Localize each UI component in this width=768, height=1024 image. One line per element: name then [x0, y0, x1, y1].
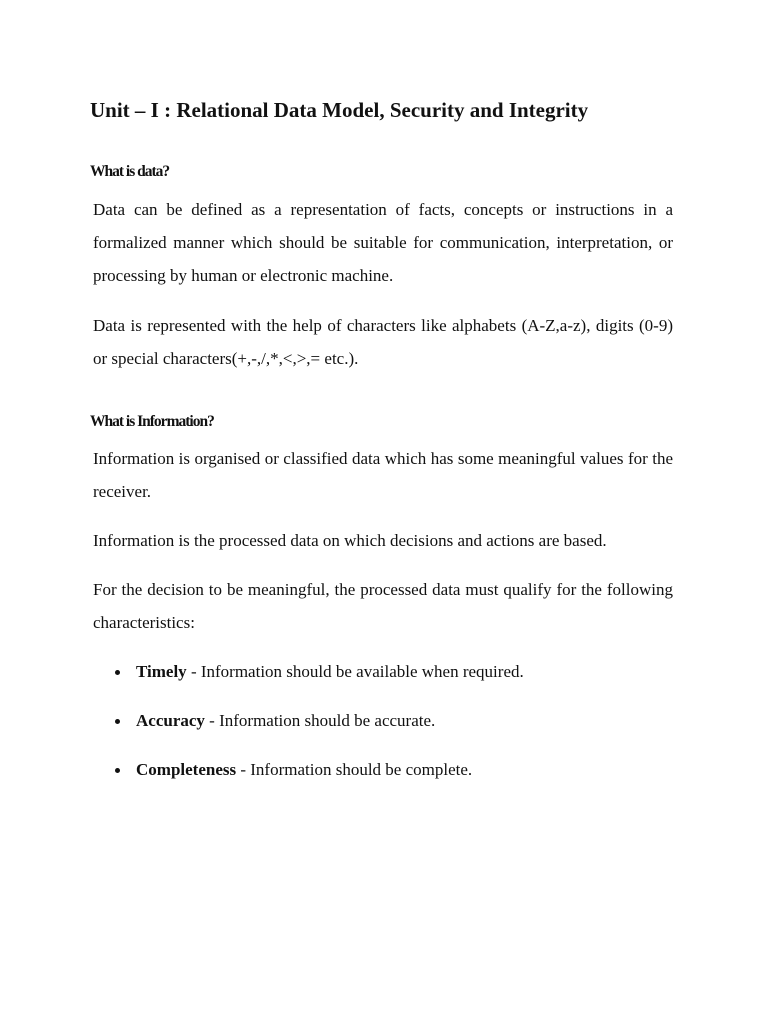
bullet-icon	[115, 719, 120, 724]
list-item-accuracy	[93, 704, 673, 737]
desc-completeness: - Information should be complete.	[236, 760, 473, 779]
section-heading-data: What is data?	[90, 163, 170, 180]
paragraph-information-processed: Information is the processed data on which decisions and actions are based.	[93, 531, 607, 550]
term-completeness: Completeness	[136, 760, 237, 779]
paragraph-data-representation: Data is represented with the help of characters like alphabets (A-Z,a-z), digits (0-9) or special characters(+,-,/,*,<,>,= etc.).	[93, 316, 673, 368]
paragraph-information-characteristics: For the decision to be meaningful, the processed data must qualify for the following characteristics:	[93, 580, 673, 632]
list-item-completeness	[93, 753, 673, 786]
bullet-icon	[115, 768, 120, 773]
desc-timely: - Information should be available when required.	[186, 662, 524, 681]
page-title: Unit – I : Relational Data Model, Security and Integrity	[90, 98, 589, 122]
term-accuracy: Accuracy	[136, 711, 205, 730]
characteristics-list	[93, 655, 673, 802]
paragraph-data-definition: Data can be defined as a representation of facts, concepts or instructions in a formalized manner which should be suitable for communication, interpretation, or processing by human or electronic machine.	[93, 200, 673, 285]
paragraph-information-definition: Information is organised or classified data which has some meaningful values for the receiver.	[93, 449, 673, 501]
bullet-icon	[115, 670, 120, 675]
section-heading-information: What is Information?	[90, 413, 214, 430]
term-timely: Timely	[136, 662, 187, 681]
list-item-timely	[93, 655, 673, 688]
desc-accuracy: - Information should be accurate.	[204, 711, 436, 730]
